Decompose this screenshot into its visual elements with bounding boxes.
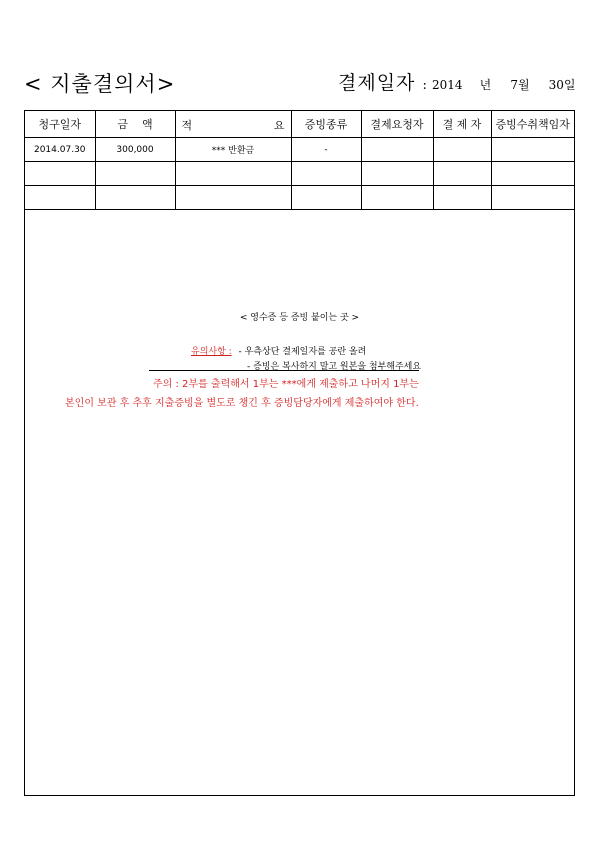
cell-request-date <box>25 186 95 210</box>
header-requester: 결제요청자 <box>361 111 433 138</box>
expense-form-sheet <box>24 110 575 796</box>
cell-receiver <box>491 162 574 186</box>
cell-requester <box>361 138 433 162</box>
cell-amount <box>95 186 175 210</box>
header-amount: 금 액 <box>95 111 175 138</box>
cell-receiver <box>491 138 574 162</box>
notice-line-1 <box>191 344 366 357</box>
cell-evidence-type <box>291 186 361 210</box>
header-description-right: 요 <box>273 119 285 132</box>
date-year: 2014 <box>432 78 463 92</box>
approval-date-block <box>338 68 576 95</box>
approval-date-label: 결제일자 <box>338 72 416 94</box>
cell-description <box>175 186 291 210</box>
cell-request-date <box>25 162 95 186</box>
warning-line-2: 본인이 보관 후 추후 지출증빙을 별도로 챙긴 후 증빙담당자에게 제출하여야 한다. <box>65 398 419 409</box>
receipt-attach-area-label: < 영수증 등 증빙 붙이는 곳 > <box>239 313 360 323</box>
header-description-left: 적 <box>181 119 193 132</box>
date-year-unit: 년 <box>479 78 492 92</box>
warning-line-1: 주의 : 2부를 출력해서 1부는 ***에게 제출하고 나머지 1부는 <box>153 379 419 390</box>
date-day: 30일 <box>548 78 576 92</box>
cell-requester <box>361 162 433 186</box>
cell-approver <box>433 162 491 186</box>
table-header-row <box>25 111 574 138</box>
header-approver: 결 제 자 <box>433 111 491 138</box>
cell-amount: 300,000 <box>95 138 175 162</box>
cell-description: *** 반환금 <box>175 138 291 162</box>
table-row <box>25 186 574 210</box>
table-row <box>25 162 574 186</box>
header-description <box>175 111 291 138</box>
notice-item-1: - 우측상단 결제일자를 공란 올려 <box>238 347 367 357</box>
table-row <box>25 138 574 162</box>
cell-approver <box>433 138 491 162</box>
header-evidence-type: 증빙종류 <box>291 111 361 138</box>
cell-evidence-type: - <box>291 138 361 162</box>
cell-description <box>175 162 291 186</box>
notice-heading: 유의사항 : <box>191 347 232 357</box>
date-separator: : <box>422 78 427 93</box>
document-title: < 지출결의서> <box>24 72 176 96</box>
cell-request-date: 2014.07.30 <box>25 138 95 162</box>
cell-requester <box>361 186 433 210</box>
notice-item-2: - 증빙은 복사하지 말고 원본을 첨부해주세요 <box>247 362 422 372</box>
cell-evidence-type <box>291 162 361 186</box>
header-request-date: 청구일자 <box>25 111 95 138</box>
date-month: 7월 <box>510 78 530 92</box>
cell-amount <box>95 162 175 186</box>
cell-receiver <box>491 186 574 210</box>
expense-table <box>25 111 574 210</box>
header-evidence-receiver: 증빙수취책임자 <box>491 111 574 138</box>
cell-approver <box>433 186 491 210</box>
